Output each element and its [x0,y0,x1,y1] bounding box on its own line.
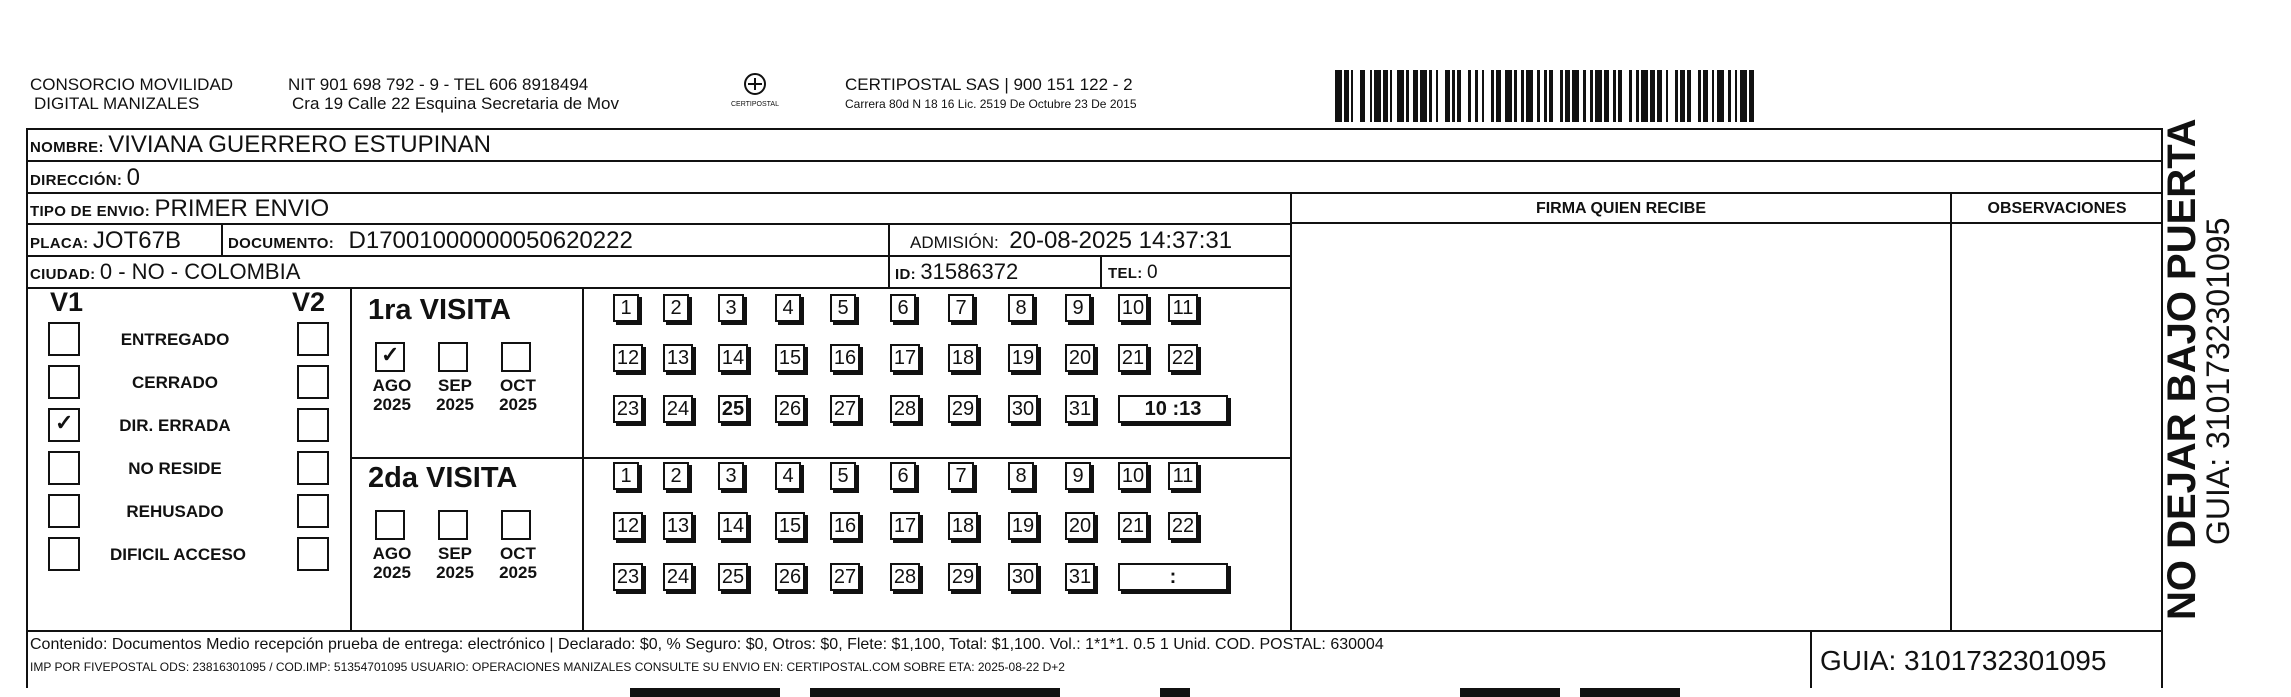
barcode [1335,70,1985,122]
barcode-bar [1618,70,1623,122]
barcode-bar [1482,70,1484,122]
no-dejar-warning: NO DEJAR BAJO PUERTA [2160,118,2204,620]
barcode-bar [1698,70,1700,122]
status-option-label: NO RESIDE [128,459,222,478]
visit1-day-cell[interactable]: 4 [775,294,801,322]
visit1-day-cell[interactable]: 11 [1168,294,1198,322]
visit2-day-cell[interactable]: 26 [775,563,805,591]
visit2-day-cell[interactable]: 12 [613,512,643,540]
visit2-day-cell[interactable]: 2 [663,462,689,490]
barcode-bar [1383,70,1388,122]
ciudad-value: 0 - NO - COLOMBIA [99,259,301,284]
barcode-bar [1344,70,1349,122]
barcode-bar [1565,70,1570,122]
month-check-mark: ✓ [381,342,400,367]
visit1-day-cell[interactable]: 10 [1118,294,1148,322]
tipo-envio-field [30,195,329,223]
barcode-bar [1397,70,1404,122]
barcode-bar [1687,70,1692,122]
visit2-day-cell[interactable]: 30 [1008,563,1038,591]
ciudad-label: CIUDAD: [30,266,96,283]
visit1-day-cell[interactable]: 9 [1065,294,1091,322]
visit2-day-cell[interactable]: 9 [1065,462,1091,490]
status-option-label: REHUSADO [126,502,224,521]
visit2-month-checkbox[interactable] [501,510,531,540]
visit2-day-cell[interactable]: 21 [1118,512,1148,540]
barcode-bar [1413,70,1418,122]
placa-field [30,227,181,255]
direccion-label: DIRECCIÓN: [30,172,123,189]
documento-value: D17001000000050620222 [348,227,633,254]
barcode-bar [1491,70,1493,122]
visit2-title: 2da VISITA [368,462,518,494]
visit2-day-cell[interactable]: 17 [890,512,920,540]
status-option-label: DIFICIL ACCESO [110,545,247,564]
id-value: 31586372 [920,259,1019,284]
barcode-bar [1712,70,1714,122]
barcode-bar [1650,70,1655,122]
barcode-bar [1505,70,1512,122]
barcode-bar [1351,70,1353,122]
barcode-bar [1468,70,1470,122]
visit1-month-label: AGO 2025 [372,376,412,414]
visit2-day-cell[interactable]: 28 [890,563,920,591]
barcode-bar [1583,70,1585,122]
id-field [895,259,1018,285]
v2-checkbox[interactable] [297,365,329,399]
barcode-bar [1335,70,1342,122]
visit1-day-cell[interactable]: 23 [613,395,643,423]
visit2-day-cell[interactable]: 22 [1168,512,1198,540]
barcode-bar [1604,70,1609,122]
visit1-day-cell[interactable]: 17 [890,344,920,372]
address-line: Cra 19 Calle 22 Esquina Secretaria de Mov [292,94,619,113]
barcode-bar [1641,70,1648,122]
barcode-bar [1514,70,1516,122]
nit-line: NIT 901 698 792 - 9 - TEL 606 8918494 [288,75,589,94]
visit2-day-cell[interactable]: 10 [1118,462,1148,490]
visit2-day-cell[interactable]: 25 [718,563,748,591]
contenido-text: Contenido: Documentos Medio recepción prueba de entrega: electrónico | Declarado: $0, % Seguro: $0, Otros: $0, Flete: $1,100, Total: $1,100. Vol.: 1*1*1. 0.5 1 Unid. COD. POSTAL: 630004 [30,636,1384,653]
visit2-day-cell[interactable]: 4 [775,462,801,490]
v2-checkbox[interactable] [297,322,329,356]
visit1-day-cell[interactable]: 18 [948,344,978,372]
company-contact [288,75,619,113]
visit1-month-label: OCT 2025 [499,376,537,414]
visit2-day-cell[interactable]: 27 [830,563,860,591]
visit1-day-cell[interactable]: 29 [948,395,978,423]
barcode-bar [1728,70,1730,122]
barcode-bar [1374,70,1381,122]
barcode-bar [1590,70,1592,122]
barcode-bar [1749,70,1754,122]
carrier-address: Carrera 80d N 18 16 Lic. 2519 De Octubre 23 De 2015 [845,97,1137,111]
visit1-day-cell[interactable]: 12 [613,344,643,372]
barcode-bar [1717,70,1724,122]
visit2-day-cell[interactable]: 31 [1065,563,1095,591]
barcode-bar [1537,70,1539,122]
v2-label: V2 [292,287,326,317]
barcode-bar [1666,70,1668,122]
visit2-month-label: AGO 2025 [372,544,412,582]
visit1-day-cell[interactable]: 5 [830,294,856,322]
visit1-day-cell[interactable]: 2 [663,294,689,322]
documento-field [228,227,633,255]
visit1-day-cell[interactable]: 3 [718,294,744,322]
barcode-bar [1560,70,1562,122]
barcode-bar [1657,70,1662,122]
admision-value: 20-08-2025 14:37:31 [1009,227,1233,254]
visit1-day-cell[interactable]: 15 [775,344,805,372]
company-name [30,75,233,113]
status-option-label: ENTREGADO [120,330,230,349]
barcode-bar [1629,70,1631,122]
tipo-envio-value: PRIMER ENVIO [154,195,330,222]
visit1-day-cell[interactable]: 31 [1065,395,1095,423]
placa-label: PLACA: [30,235,89,252]
barcode-bar [1457,70,1462,122]
visit1-day-cell[interactable]: 19 [1008,344,1038,372]
visit2-day-cell[interactable]: 14 [718,512,748,540]
ciudad-field [30,259,300,285]
visit1-day-cell[interactable]: 8 [1008,294,1034,322]
placa-value: JOT67B [92,227,181,254]
company-line1: CONSORCIO MOVILIDAD [30,75,234,94]
visit2-day-cell[interactable]: 3 [718,462,744,490]
visit1-month-checkbox[interactable] [438,342,468,372]
side-guia: GUIA: 3101732301095 [2200,217,2236,545]
barcode-bar [1680,70,1685,122]
barcode-bar [1452,70,1454,122]
visit1-day-cell[interactable]: 24 [663,395,693,423]
v2-checkbox[interactable] [297,537,329,571]
visit2-day-cell[interactable]: 23 [613,563,643,591]
company-line2: DIGITAL MANIZALES [34,94,200,113]
visit2-day-cell[interactable]: 20 [1065,512,1095,540]
barcode-bar [1675,70,1677,122]
visit2-day-cell[interactable]: 19 [1008,512,1038,540]
visit2-month-checkbox[interactable] [438,510,468,540]
visit1-day-cell[interactable]: 25 [718,395,748,423]
logo-emblem-icon [740,72,770,96]
status-option-label: DIR. ERRADA [119,416,231,435]
certipostal-logo [725,72,785,109]
visit2-day-cell[interactable]: 7 [948,462,974,490]
footer-guia: GUIA: 3101732301095 [1820,645,2107,676]
visit2-day-cell[interactable]: 8 [1008,462,1034,490]
barcode-bar [1436,70,1438,122]
barcode-bar [1496,70,1501,122]
observaciones-label: OBSERVACIONES [1987,200,2127,217]
barcode-bar [1613,70,1615,122]
barcode-bar [1429,70,1431,122]
visit1-day-cell[interactable]: 20 [1065,344,1095,372]
visit2-day-cell[interactable]: 5 [830,462,856,490]
barcode-bar [1549,70,1554,122]
firma-area[interactable] [1292,224,1950,628]
tel-value: 0 [1146,262,1158,283]
visit1-month-label: SEP 2025 [436,376,474,414]
visit2-day-cell[interactable]: 1 [613,462,639,490]
v1-check-mark: ✓ [55,410,74,435]
barcode-bar [1521,70,1523,122]
barcode-bar [1703,70,1708,122]
v2-checkbox[interactable] [297,451,329,485]
barcode-bar [1735,70,1737,122]
barcode-bar [1360,70,1365,122]
direccion-field [30,164,140,192]
tel-field [1108,262,1158,284]
visit1-day-cell[interactable]: 7 [948,294,974,322]
v1-label: V1 [50,287,84,317]
nombre-label: NOMBRE: [30,139,104,156]
observaciones-area[interactable] [1952,224,2162,628]
visit1-day-cell[interactable]: 22 [1168,344,1198,372]
visit2-day-cell[interactable]: 11 [1168,462,1198,490]
v2-checkbox[interactable] [297,494,329,528]
v1-checkbox[interactable] [48,537,80,571]
barcode-bar [1595,70,1602,122]
barcode-bar [1390,70,1392,122]
firma-label: FIRMA QUIEN RECIBE [1535,200,1707,217]
carrier-line: CERTIPOSTAL SAS | 900 151 122 - 2 [845,75,1133,94]
v2-checkbox[interactable] [297,408,329,442]
tipo-envio-label: TIPO DE ENVIO: [30,203,151,220]
visit1-time-box[interactable]: 10 :13 [1118,395,1228,423]
barcode-bar [1475,70,1477,122]
visit2-month-label: OCT 2025 [499,544,537,582]
barcode-bar [1445,70,1450,122]
visit1-day-cell[interactable]: 14 [718,344,748,372]
visit1-day-cell[interactable]: 13 [663,344,693,372]
visit2-month-label: SEP 2025 [436,544,474,582]
barcode-bar [1526,70,1533,122]
visit1-month-checkbox[interactable] [501,342,531,372]
barcode-bar [1370,70,1372,122]
carrier-info [845,75,1137,111]
visit1-day-cell[interactable]: 28 [890,395,920,423]
admision-field [910,227,1232,255]
visit1-day-cell[interactable]: 26 [775,395,805,423]
visit1-day-cell[interactable]: 30 [1008,395,1038,423]
visit2-day-cell[interactable]: 24 [663,563,693,591]
barcode-bar [1420,70,1427,122]
visit1-day-cell[interactable]: 6 [890,294,916,322]
barcode-bar [1636,70,1638,122]
visit2-time-box[interactable]: : [1118,563,1228,591]
visit2-day-cell[interactable]: 6 [890,462,916,490]
logo-text: CERTIPOSTAL [731,101,779,108]
visit1-day-cell[interactable]: 27 [830,395,860,423]
visit2-day-cell[interactable]: 18 [948,512,978,540]
tel-label: TEL: [1108,265,1143,282]
visit2-day-cell[interactable]: 16 [830,512,860,540]
admision-label: ADMISIÓN: [910,233,999,252]
barcode-bar [1572,70,1579,122]
visit1-day-cell[interactable]: 16 [830,344,860,372]
documento-label: DOCUMENTO: [228,235,335,252]
visit1-month-checkbox[interactable] [375,342,405,372]
visit1-day-cell[interactable]: 1 [613,294,639,322]
direccion-value: 0 [126,164,140,191]
nombre-value: VIVIANA GUERRERO ESTUPINAN [108,131,491,158]
imp-text: IMP POR FIVEPOSTAL ODS: 23816301095 / COD.IMP: 51354701095 USUARIO: OPERACIONES MANIZALES CONSULTE SU ENVIO EN: CERTIPOSTAL.COM SOBRE ETA: 2025-08-22 D+2 [30,660,1065,674]
id-label: ID: [895,266,916,283]
nombre-field [30,131,491,159]
visit1-day-cell[interactable]: 21 [1118,344,1148,372]
visit1-title: 1ra VISITA [368,294,511,326]
visit2-month-checkbox[interactable] [375,510,405,540]
visit2-day-cell[interactable]: 13 [663,512,693,540]
barcode-bar [1740,70,1747,122]
visit2-day-cell[interactable]: 29 [948,563,978,591]
barcode-bar [1544,70,1546,122]
barcode-bar [1406,70,1408,122]
visit2-day-cell[interactable]: 15 [775,512,805,540]
status-option-label: CERRADO [132,373,218,392]
